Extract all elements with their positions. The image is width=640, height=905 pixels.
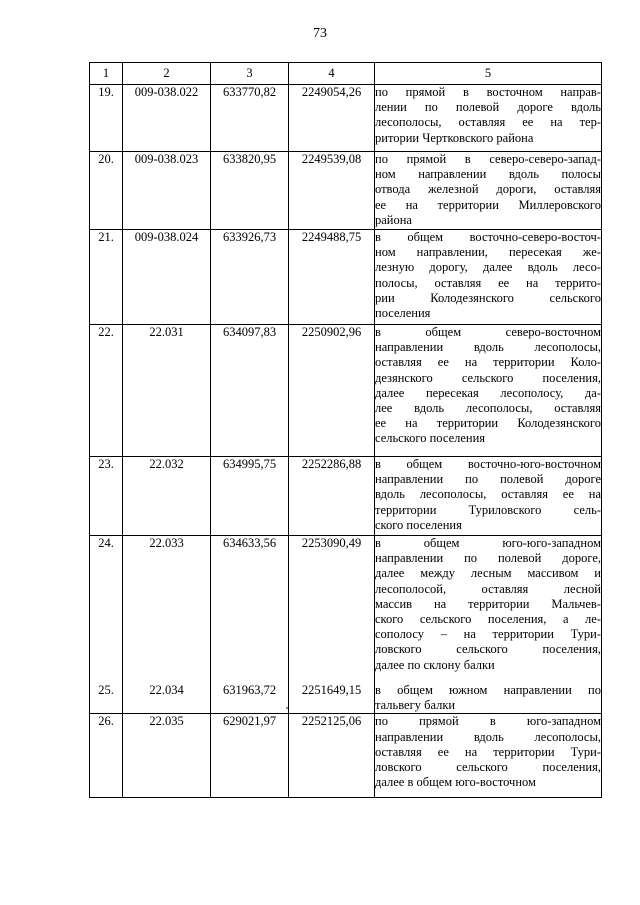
coord-x: 631963,72 [211, 683, 289, 714]
description-line: ном направлении, пересекая же- [375, 245, 601, 260]
description-line: вдоль лесополосы, оставляя ее на [375, 487, 601, 502]
coord-y: 2252125,06 [289, 714, 375, 798]
row-number: 25. [90, 683, 123, 714]
boundary-table [89, 62, 602, 798]
coord-x: 633926,73 [211, 230, 289, 325]
description-line: далее в общем юго-восточном [375, 775, 536, 790]
coord-y: 2249054,26 [289, 85, 375, 152]
description-line: далее пересекая лесополосу, да- [375, 385, 601, 400]
boundary-description [375, 85, 602, 152]
description-line: полосы, оставляя ее на террито- [375, 275, 601, 290]
header-col-2: 2 [123, 63, 211, 85]
description-line: по прямой в восточном направ- [375, 85, 601, 99]
description-line: сополосу – на территории Тури- [375, 627, 601, 642]
description-line: сельского поселения [375, 431, 486, 446]
description-line: в общем северо-восточном [375, 325, 601, 339]
description-line: ловского сельского поселения, [375, 642, 601, 657]
description-line: лении по полевой дороге вдоль [375, 100, 601, 115]
description-line: по прямой в юго-западном [375, 714, 601, 729]
table-row [90, 536, 602, 684]
header-col-3: 3 [211, 63, 289, 85]
coord-y: 2250902,96 [289, 325, 375, 457]
description-line: ского поселения [375, 517, 462, 532]
description-line: лее вдоль лесополосы, оставляя [375, 401, 601, 416]
description-line: рии Колодезянского сельского [375, 290, 601, 305]
row-number: 23. [90, 457, 123, 536]
description-line: направлении вдоль лесополосы, [375, 729, 601, 744]
description-line: тальвегу балки [375, 698, 456, 713]
description-line: ритории Чертковского района [375, 130, 534, 145]
row-number: 24. [90, 536, 123, 684]
description-line: ном направлении вдоль полосы [375, 167, 601, 182]
row-number: 20. [90, 152, 123, 230]
coord-y: 2251649,15 [289, 683, 375, 714]
table-row [90, 325, 602, 457]
description-line: территории Туриловского сель- [375, 502, 601, 517]
description-line: в общем восточно-юго-восточном [375, 457, 601, 471]
coord-x: 634633,56 [211, 536, 289, 684]
row-number: 22. [90, 325, 123, 457]
point-code: 009-038.024 [123, 230, 211, 325]
boundary-description [375, 230, 602, 325]
header-col-4: 4 [289, 63, 375, 85]
description-line: района [375, 212, 412, 227]
coord-y: 2249488,75 [289, 230, 375, 325]
description-line: ее на территории Миллеровского [375, 197, 601, 212]
description-line: по прямой в северо-северо-запад- [375, 152, 601, 166]
table-header-row [90, 63, 602, 85]
header-col-1: 1 [90, 63, 123, 85]
description-line: оставляя ее на территории Тури- [375, 744, 601, 759]
description-line: направлении вдоль лесополосы, [375, 340, 601, 355]
description-line: отвода железной дороги, оставляя [375, 182, 601, 197]
boundary-description [375, 152, 602, 230]
point-code: 22.033 [123, 536, 211, 684]
description-line: лезную дорогу, далее вдоль лесо- [375, 260, 601, 275]
coord-y: 2252286,88 [289, 457, 375, 536]
row-number: 26. [90, 714, 123, 798]
description-line: направлении по полевой дороге, [375, 551, 601, 566]
point-code: 22.035 [123, 714, 211, 798]
header-col-5: 5 [375, 63, 602, 85]
coord-y: 2253090,49 [289, 536, 375, 684]
coord-x: 633820,95 [211, 152, 289, 230]
coord-x: 634097,83 [211, 325, 289, 457]
description-line: в общем южном направлении по [375, 683, 601, 697]
coord-x: 629021,97 [211, 714, 289, 798]
coord-x: 633770,82 [211, 85, 289, 152]
description-line: ского сельского поселения, а ле- [375, 612, 601, 627]
boundary-description [375, 325, 602, 457]
description-line: ловского сельского поселения, [375, 760, 601, 775]
boundary-description [375, 457, 602, 536]
description-line: лесополосы, оставляя ее на тер- [375, 115, 601, 130]
description-line: далее между лесным массивом и [375, 566, 601, 581]
description-line: в общем восточно-северо-восточ- [375, 230, 601, 244]
point-code: 22.032 [123, 457, 211, 536]
table-row [90, 457, 602, 536]
table-row [90, 230, 602, 325]
boundary-description [375, 536, 602, 684]
scan-speck [286, 707, 288, 709]
coord-x: 634995,75 [211, 457, 289, 536]
description-line: дезянского сельского поселения, [375, 370, 601, 385]
description-line: массив на территории Мальчев- [375, 596, 601, 611]
row-number: 21. [90, 230, 123, 325]
point-code: 009-038.022 [123, 85, 211, 152]
page-number: 73 [313, 26, 327, 41]
description-line: лесополосой, оставляя лесной [375, 581, 601, 596]
boundary-description [375, 714, 602, 798]
table-row [90, 152, 602, 230]
description-line: далее по склону балки [375, 657, 495, 672]
description-line: оставляя ее на территории Коло- [375, 355, 601, 370]
coord-y: 2249539,08 [289, 152, 375, 230]
table-row [90, 85, 602, 152]
point-code: 009-038.023 [123, 152, 211, 230]
row-number: 19. [90, 85, 123, 152]
description-line: поселения [375, 306, 431, 321]
description-line: в общем юго-юго-западном [375, 536, 601, 550]
description-line: ее на территории Колодезянского [375, 416, 601, 431]
description-line: направлении по полевой дороге [375, 472, 601, 487]
boundary-description [375, 683, 602, 714]
point-code: 22.031 [123, 325, 211, 457]
table-row [90, 683, 602, 714]
point-code: 22.034 [123, 683, 211, 714]
table-row [90, 714, 602, 798]
